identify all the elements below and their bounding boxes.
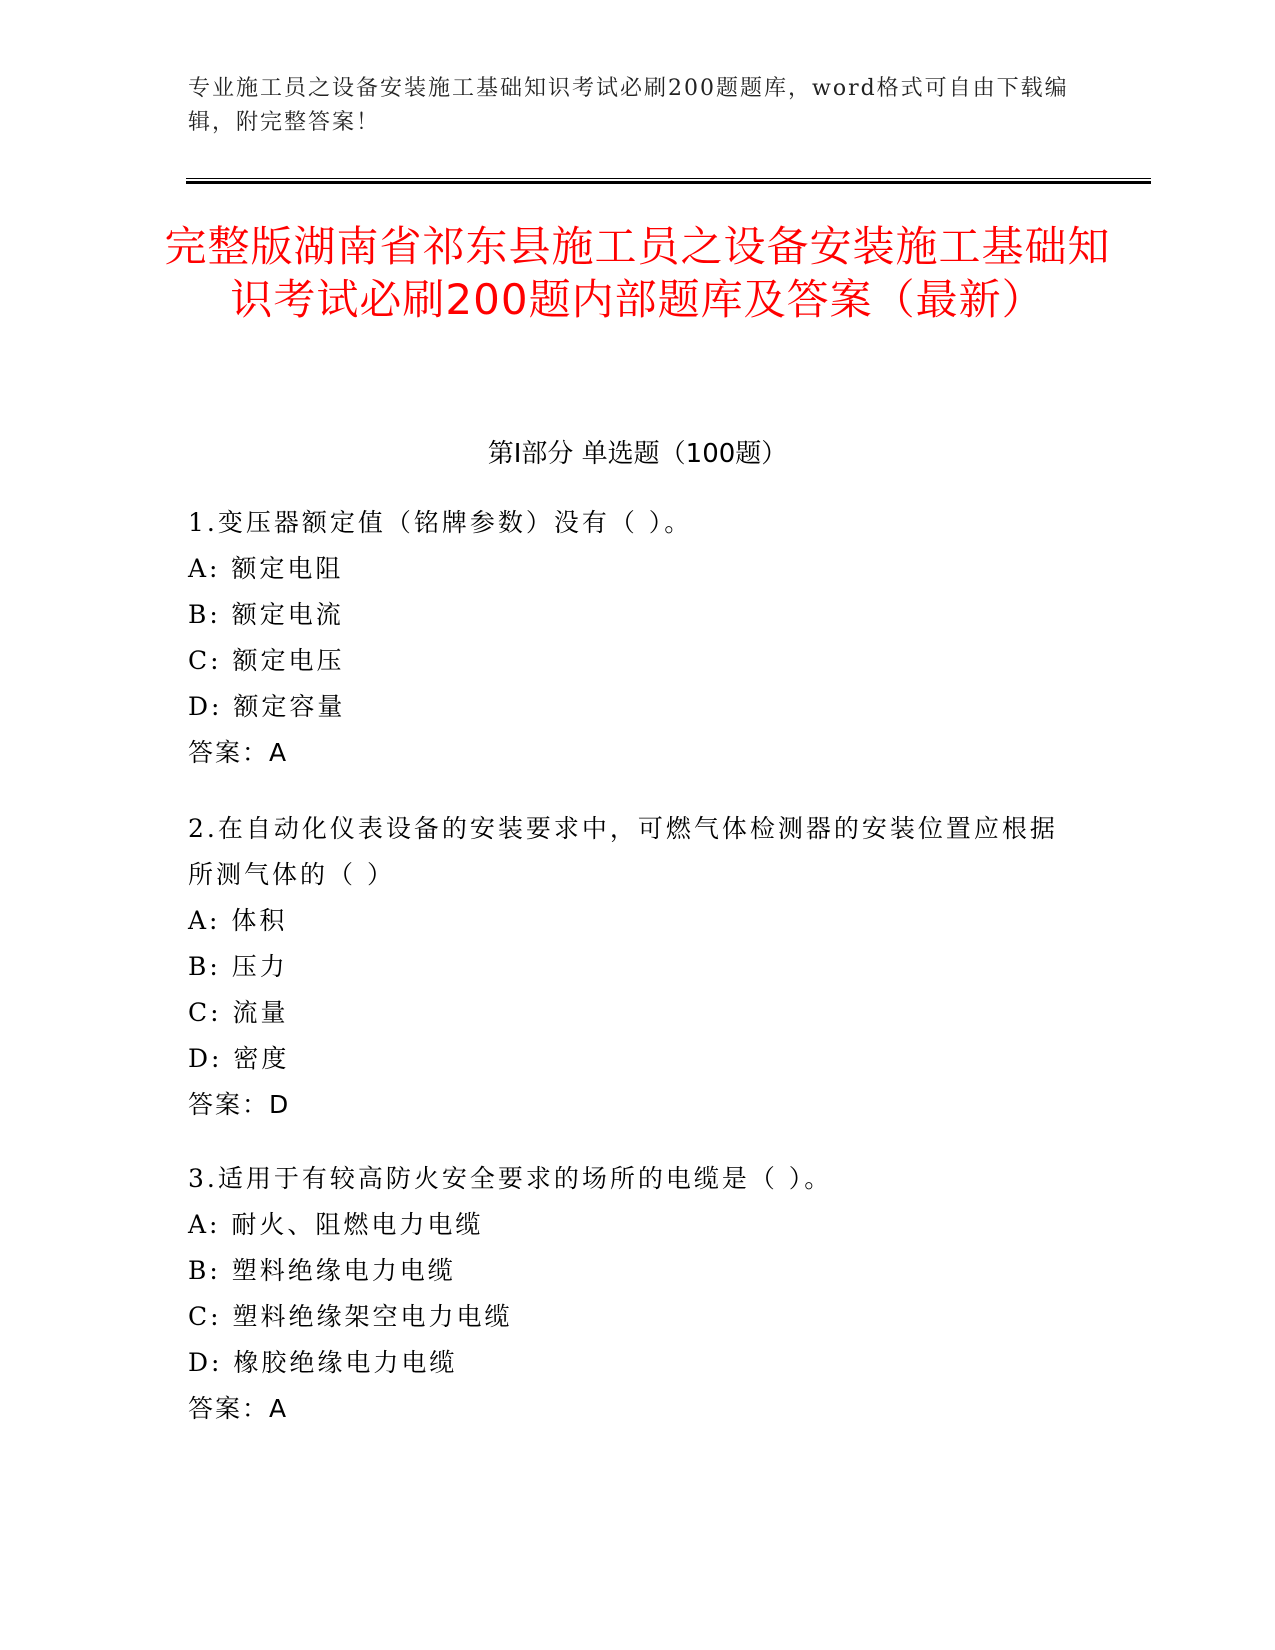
question-stem: 1.变压器额定值（铭牌参数）没有（ ）。: [188, 508, 693, 537]
option-a: A: 耐火、阻燃电力电缆: [188, 1210, 484, 1239]
document-title: 完整版湖南省祁东县施工员之设备安装施工基础知识考试必刷200题内部题库及答案（最新）: [164, 222, 1111, 324]
header-note: 专业施工员之设备安装施工基础知识考试必刷200题题库，word格式可自由下载编辑，附完整答案！: [188, 76, 1069, 135]
header-divider-thick: [186, 181, 1151, 184]
option-b: B: 塑料绝缘电力电缆: [188, 1256, 456, 1285]
answer: 答案：A: [188, 738, 289, 767]
answer: 答案：A: [188, 1394, 289, 1423]
question-3: [188, 1156, 1068, 1432]
option-b: B: 压力: [188, 952, 288, 981]
question-2: [188, 806, 1068, 1128]
option-d: D: 密度: [188, 1044, 290, 1073]
option-c: C: 塑料绝缘架空电力电缆: [188, 1302, 513, 1331]
question-stem: 2.在自动化仪表设备的安装要求中，可燃气体检测器的安装位置应根据所测气体的（ ）: [188, 814, 1058, 889]
option-d: D: 额定容量: [188, 692, 346, 721]
answer: 答案：D: [188, 1090, 291, 1119]
section-heading: 第Ⅰ部分 单选题（100题）: [487, 439, 788, 469]
question-stem: 3.适用于有较高防火安全要求的场所的电缆是（ ）。: [188, 1164, 833, 1193]
option-d: D: 橡胶绝缘电力电缆: [188, 1348, 458, 1377]
header-divider-thin: [186, 178, 1151, 179]
option-c: C: 额定电压: [188, 646, 345, 675]
option-a: A: 体积: [188, 906, 288, 935]
option-a: A: 额定电阻: [188, 554, 344, 583]
option-c: C: 流量: [188, 998, 289, 1027]
option-b: B: 额定电流: [188, 600, 344, 629]
question-1: [188, 500, 1068, 776]
